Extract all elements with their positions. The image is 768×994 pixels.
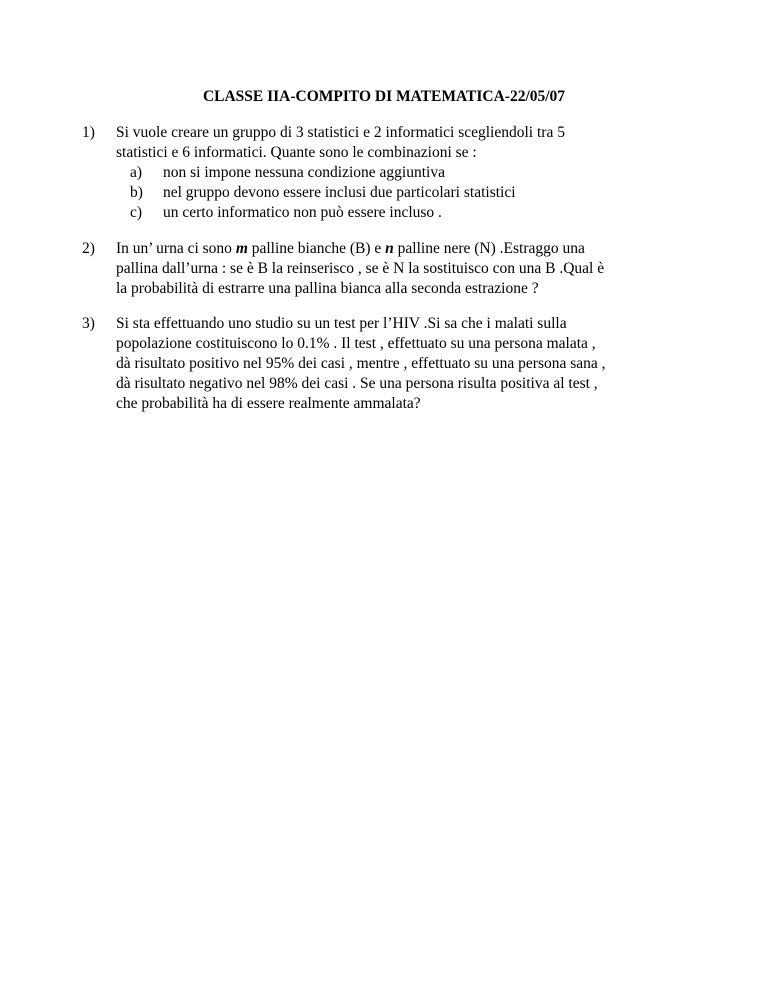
question-body — [116, 239, 702, 299]
question-text-segment: palline nere (N) .Estraggo una — [393, 240, 585, 257]
sub-question-a — [116, 163, 702, 183]
page-title: CLASSE IIA-COMPITO DI MATEMATICA-22/05/07 — [202, 88, 566, 105]
sub-question-b — [116, 183, 702, 203]
question-text-line: che probabilità ha di essere realmente ammalata? — [116, 395, 421, 412]
question-text-segment: palline bianche (B) e — [247, 240, 386, 257]
question-text-line: Si sta effettuando uno studio su un test per l’HIV .Si sa che i malati sulla — [116, 315, 567, 332]
question-text-line — [116, 239, 702, 259]
sub-question-letter: a) — [130, 164, 143, 181]
sub-question-text: non si impone nessuna condizione aggiuntiva — [163, 164, 445, 181]
question-body — [116, 123, 702, 223]
question-text-line: dà risultato negativo nel 98% dei casi . Se una persona risulta positiva al test , — [116, 375, 598, 392]
variable-m: m — [235, 240, 248, 257]
sub-question-c — [116, 203, 702, 223]
question-text-line: Si vuole creare un gruppo di 3 statistici e 2 informatici scegliendoli tra 5 — [116, 124, 565, 141]
question-text-line: pallina dall’urna : se è B la reinserisco , se è N la sostituisco con una B .Qual è — [116, 260, 605, 277]
question-text-line: dà risultato positivo nel 95% dei casi , mentre , effettuato su una persona sana , — [116, 355, 606, 372]
sub-question-list — [116, 163, 702, 223]
question-1 — [82, 123, 702, 223]
sub-question-text: un certo informatico non può essere incluso . — [163, 204, 442, 221]
question-text-line: statistici e 6 informatici. Quante sono le combinazioni se : — [116, 144, 477, 161]
question-number: 3) — [82, 315, 95, 332]
question-number: 2) — [82, 240, 95, 257]
sub-question-letter: c) — [130, 204, 143, 221]
question-text-line: la probabilità di estrarre una pallina bianca alla seconda estrazione ? — [116, 280, 539, 297]
question-body — [116, 314, 702, 414]
question-number: 1) — [82, 124, 95, 141]
question-2 — [82, 239, 702, 299]
variable-n: n — [385, 240, 394, 257]
sub-question-letter: b) — [130, 184, 143, 201]
question-3 — [82, 314, 702, 414]
sub-question-text: nel gruppo devono essere inclusi due particolari statistici — [163, 184, 516, 201]
question-text-line: popolazione costituiscono lo 0.1% . Il test , effettuato su una persona malata , — [116, 335, 596, 352]
question-text-segment: In un’ urna ci sono — [116, 240, 236, 257]
